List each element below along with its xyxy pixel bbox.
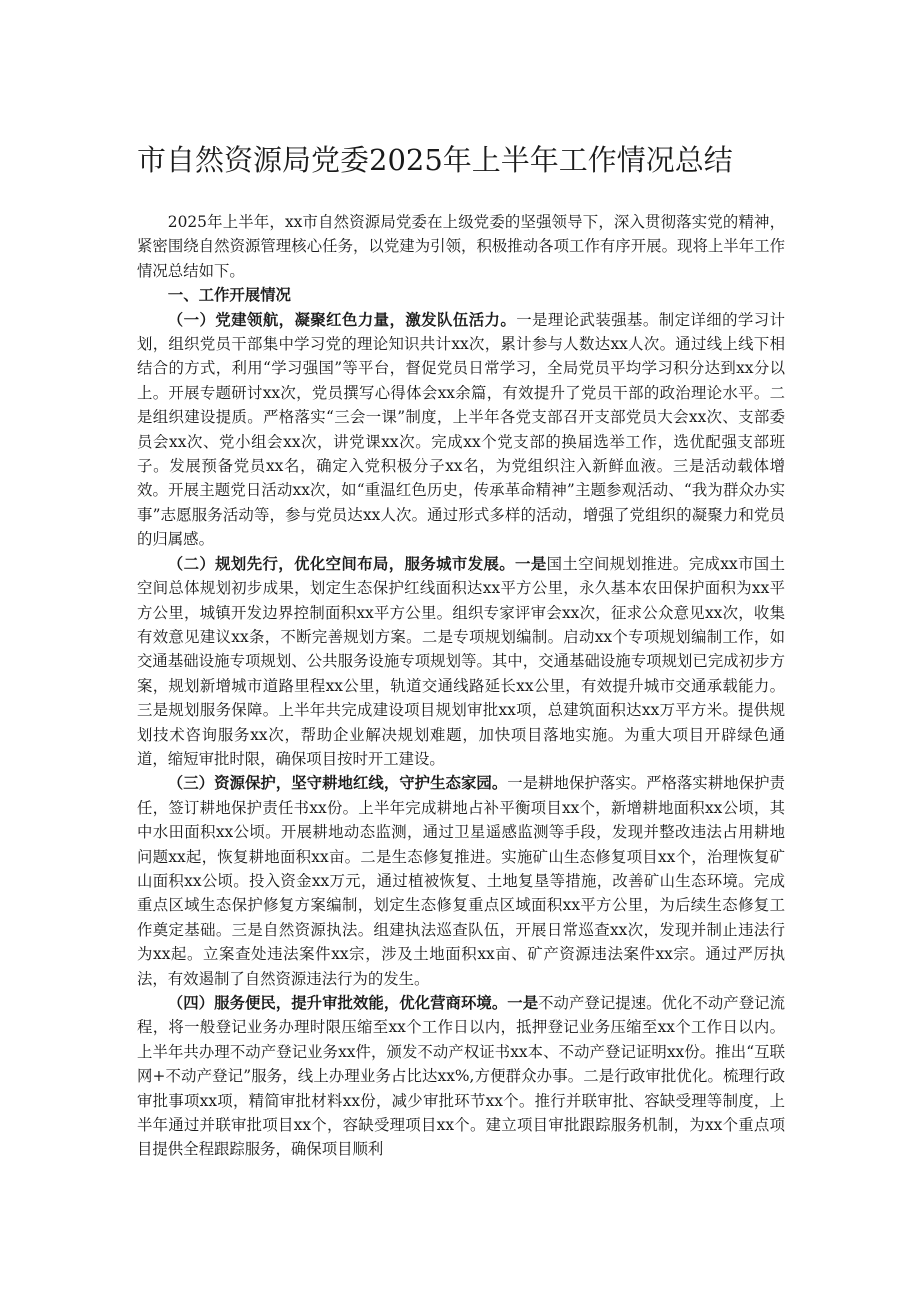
item-body: 一是理论武装强基。制定详细的学习计划，组织党员干部集中学习党的理论知识共计xx次，累计参与人数达xx人次。通过线上线下相结合的方式，利用“学习强国”等平台，督促党员日常学习，全局党员平均学习积分达到xx分以上。开展专题研讨xx次，党员撰写心得体会xx余篇，有效提升了党员干部的政治理论水平。二是组织建设提质。严格落实“三会一课”制度，上半年各党支部召开支部党员大会xx次、支部委员会xx次、党小组会xx次，讲党课xx次。完成xx个党支部的换届选举工作，选优配强支部班子。发展预备党员xx名，确定入党积极分子xx名，为党组织注入新鲜血液。三是活动载体增效。开展主题党日活动xx次，如“重温红色历史，传承革命精神”主题参观活动、“我为群众办实事”志愿服务活动等，参与党员达xx人次。通过形式多样的活动，增强了党组织的凝聚力和党员的归属感。 — [137, 310, 785, 549]
item-lead: （四）服务便民，提升审批效能，优化营商环境。一是 — [167, 994, 539, 1012]
item-paragraph-1 — [137, 308, 785, 552]
intro-paragraph: 2025年上半年，xx市自然资源局党委在上级党委的坚强领导下，深入贯彻落实党的精神，紧密围绕自然资源管理核心任务，以党建为引领，积极推动各项工作有序开展。现将上半年工作情况总结如下。 — [137, 213, 785, 280]
item-body: 一是耕地保护落实。严格落实耕地保护责任，签订耕地保护责任书xx份。上半年完成耕地占补平衡项目xx个，新增耕地面积xx公顷，其中水田面积xx公顷。开展耕地动态监测，通过卫星遥感监测等手段，发现并整改违法占用耕地问题xx起，恢复耕地面积xx亩。二是生态修复推进。实施矿山生态修复项目xx个，治理恢复矿山面积xx公顷。投入资金xx万元，通过植被恢复、土地复垦等措施，改善矿山生态环境。完成重点区域生态保护修复方案编制，划定生态修复重点区域面积xx平方公里，为后续生态修复工作奠定基础。三是自然资源执法。组建执法巡查队伍，开展日常巡查xx次，发现并制止违法行为xx起。立案查处违法案件xx宗，涉及土地面积xx亩、矿产资源违法案件xx宗。通过严厉执法，有效遏制了自然资源违法行为的发生。 — [137, 774, 785, 988]
document-page — [137, 140, 785, 1162]
item-body: 国土空间规划推进。完成xx市国土空间总体规划初步成果，划定生态保护红线面积达xx平方公里，永久基本农田保护面积为xx平方公里，城镇开发边界控制面积xx平方公里。组织专家评审会xx次，征求公众意见xx次，收集有效意见建议xx条，不断完善规划方案。二是专项规划编制。启动xx个专项规划编制工作，如交通基础设施专项规划、公共服务设施专项规划等。其中，交通基础设施专项规划已完成初步方案，规划新增城市道路里程xx公里，轨道交通线路延长xx公里，有效提升城市交通承载能力。三是规划服务保障。上半年共完成建设项目规划审批xx项，总建筑面积达xx万平方米。提供规划技术咨询服务xx次，帮助企业解决规划难题，加快项目落地实施。为重大项目开辟绿色通道，缩短审批时限，确保项目按时开工建设。 — [137, 554, 785, 768]
item-body: 不动产登记提速。优化不动产登记流程，将一般登记业务办理时限压缩至xx个工作日以内，抵押登记业务压缩至xx个工作日以内。上半年共办理不动产登记业务xx件，颁发不动产权证书xx本、不动产登记证明xx份。推出“互联网+不动产登记”服务，线上办理业务占比达xx%,方便群众办事。二是行政审批优化。梳理行政审批事项xx项，精简审批材料xx份，减少审批环节xx个。推行并联审批、容缺受理等制度，上半年通过并联审批项目xx个，容缺受理项目xx个。建立项目审批跟踪服务机制，为xx个重点项目提供全程跟踪服务，确保项目顺利 — [137, 994, 785, 1159]
document-title: 市自然资源局党委2025年上半年工作情况总结 — [137, 143, 733, 177]
item-paragraph-4 — [137, 991, 785, 1162]
section-heading: 一、工作开展情况 — [167, 286, 291, 305]
item-lead: （二）规划先行，优化空间布局，服务城市发展。一是 — [167, 554, 547, 573]
item-paragraph-3 — [137, 771, 785, 991]
item-lead: （一）党建领航，凝聚红色力量，激发队伍活力。 — [167, 310, 517, 329]
item-paragraph-2 — [137, 552, 785, 772]
item-lead: （三）资源保护，坚守耕地红线，守护生态家园。 — [167, 774, 508, 793]
